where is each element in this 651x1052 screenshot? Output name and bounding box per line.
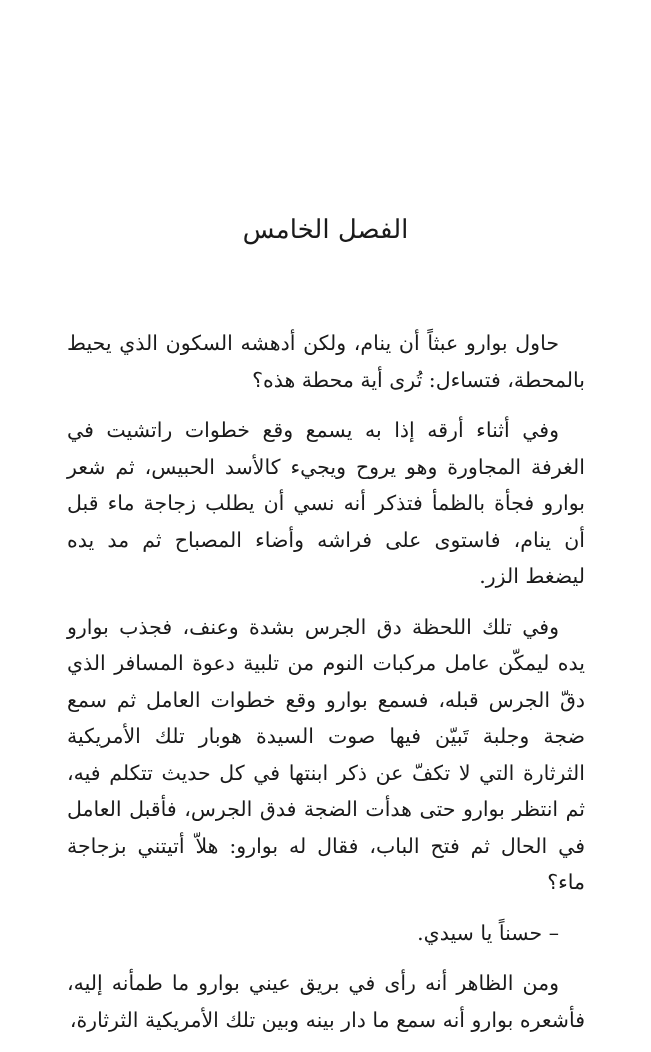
chapter-title: الفصل الخامس bbox=[242, 215, 409, 245]
body-text bbox=[67, 325, 585, 1052]
dialogue-line: – حسناً يا سيدي. bbox=[417, 920, 559, 945]
paragraph: ومن الظاهر أنه رأى في بريق عيني بوارو ما طمأنه إليه، فأشعره بوارو أنه سمع ما دار بينه وبين تلك الأمريكية الثرثارة، bbox=[67, 971, 585, 1032]
paragraph: وفي أثناء أرقه إذا به يسمع وقع خطوات راتشيت في الغرفة المجاورة وهو يروح ويجيء كالأسد الحبيس، ثم شعر بوارو فجأة بالظمأ فتذكر أنه نسي أن يطلب زجاجة ماء قبل أن ينام، فاستوى على فراشه وأضاء المصباح ثم مد يده ليضغط الزر. bbox=[67, 418, 585, 588]
paragraph: وفي تلك اللحظة دق الجرس بشدة وعنف، فجذب بوارو يده ليمكّن عامل مركبات النوم من تلبية دعوة المسافر الذي دقّ الجرس قبله، فسمع بوارو وقع خطوات العامل ثم سمع ضجة وجلبة تَبيّن فيها صوت السيدة هوبار تلك الأمريكية الثرثارة التي لا تكفّ عن ذكر ابنتها في كل حديث تتكلم فيه، ثم انتظر بوارو حتى هدأت الضجة فدق الجرس، فأقبل العامل في الحال ثم فتح الباب، فقال له بوارو: هلاّ أتيتني بزجاجة ماء؟ bbox=[67, 614, 585, 894]
paragraph: حاول بوارو عبثاً أن ينام، ولكن أدهشه السكون الذي يحيط بالمحطة، فتساءل: تُرى أية محطة هذه؟ bbox=[67, 331, 585, 392]
